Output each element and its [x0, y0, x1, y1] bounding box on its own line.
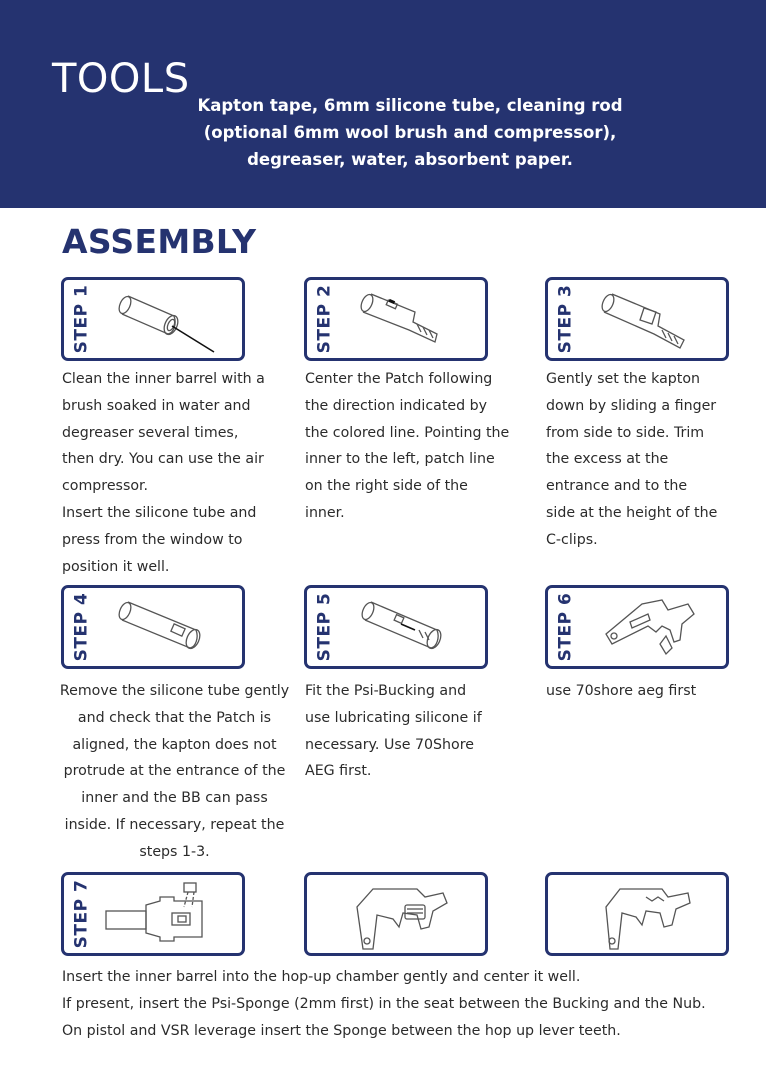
assembly-title: ASSEMBLY — [62, 222, 257, 261]
barrel-tube-icon — [94, 590, 244, 668]
barrel-bucking-icon — [337, 590, 487, 668]
barrel-patch-icon — [337, 282, 487, 360]
sponge-seat-card — [304, 872, 488, 956]
step-3-label: STEP 3 — [555, 284, 576, 354]
step-5-description: Fit the Psi-Bucking and use lubricating silicone if necessary. Use 70Shore AEG first. — [305, 683, 482, 780]
step-2-description: Center the Patch following the direction indicated by the colored line. Pointing the inner to the left, patch line on the right side of the inner. — [305, 371, 510, 521]
step-7-description: Insert the inner barrel into the hop-up chamber gently and center it well. If present, insert the Psi-Sponge (2mm first) in the seat between the Bucking and the Nub. On pistol and VSR leverage insert the Sponge between the hop up lever teeth. — [62, 969, 706, 1039]
step-6-description: use 70shore aeg first — [546, 683, 697, 699]
tools-description: Kapton tape, 6mm silicone tube, cleaning rod (optional 6mm wool brush and compressor), degreaser, water, absorbent paper. — [197, 96, 623, 169]
barrel-brush-icon — [94, 282, 244, 360]
step-4-card — [61, 585, 245, 669]
step-3-description: Gently set the kapton down by sliding a finger from side to side. Trim the excess at the entrance and to the side at the height of the C-clips. — [546, 371, 718, 548]
tools-title: TOOLS — [52, 56, 190, 102]
step-7-label: STEP 7 — [71, 879, 92, 949]
lever-teeth-card — [545, 872, 729, 956]
step-1-label: STEP 1 — [71, 284, 92, 354]
sponge-seat-icon — [307, 877, 487, 955]
step-2-card — [304, 277, 488, 361]
step-1-card — [61, 277, 245, 361]
lever-teeth-icon — [548, 877, 728, 955]
step-4-description: Remove the silicone tube gently and check that the Patch is aligned, the kapton does not protrude at the entrance of the inner and the BB can pass inside. If necessary, repeat the steps 1-3. — [59, 683, 290, 860]
step-7-card — [61, 872, 245, 956]
tools-header — [0, 0, 766, 208]
hopup-chamber-icon — [94, 877, 244, 955]
step-6-label: STEP 6 — [555, 592, 576, 662]
step-5-label: STEP 5 — [314, 592, 335, 662]
step-4-label: STEP 4 — [71, 592, 92, 662]
step-1-description: Clean the inner barrel with a brush soaked in water and degreaser several times, then dry. You can use the air compressor. Insert the silicone tube and press from the window to position it well. — [62, 371, 265, 575]
step-3-card — [545, 277, 729, 361]
step-5-card — [304, 585, 488, 669]
step-2-label: STEP 2 — [314, 284, 335, 354]
barrel-kapton-icon — [578, 282, 728, 360]
step-6-card — [545, 585, 729, 669]
hopup-nub-icon — [578, 590, 728, 668]
